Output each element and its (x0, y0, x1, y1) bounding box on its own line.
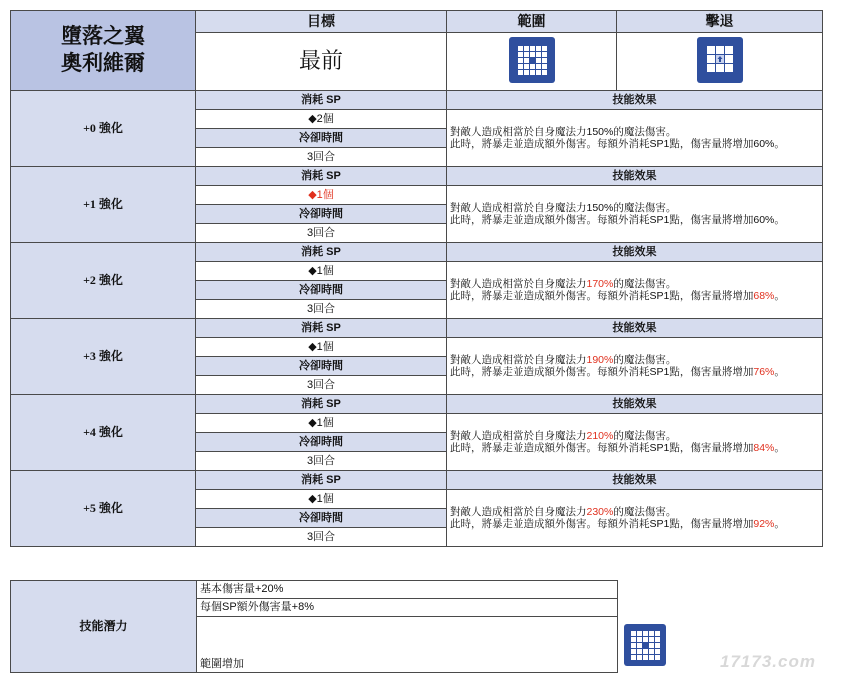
effect-line2-b: 。 (774, 214, 785, 226)
cooldown-header: 冷卻時間 (196, 205, 447, 224)
potential-label: 技能潛力 (11, 581, 197, 673)
effect-text (447, 186, 823, 243)
sp-value: ◆1個 (196, 490, 447, 509)
skill-name-line2: 奧利維爾 (61, 51, 145, 75)
effect-header: 技能效果 (447, 395, 823, 414)
effect-line1-b: 的魔法傷害。 (613, 277, 677, 290)
effect-line2-b: 。 (774, 138, 785, 150)
effect-text (447, 490, 823, 547)
effect-text (447, 338, 823, 395)
knockback-cell (617, 33, 823, 91)
effect-header: 技能效果 (447, 91, 823, 110)
effect-line1-a: 對敵人造成相當於自身魔法力 (450, 505, 587, 518)
potential-item-sp-damage: 每個SP額外傷害量+8% (197, 599, 618, 617)
level-label: +3 強化 (11, 319, 196, 395)
effect-extra-percent: 68% (753, 290, 775, 302)
effect-line1-b: 的魔法傷害。 (613, 201, 677, 214)
effect-line1-a: 對敵人造成相當於自身魔法力 (450, 125, 587, 138)
effect-extra-percent: 92% (753, 518, 775, 530)
cooldown-header: 冷卻時間 (196, 509, 447, 528)
skill-title (11, 11, 196, 91)
effect-damage-percent: 150% (586, 125, 614, 138)
cooldown-value: 3回合 (196, 300, 447, 319)
cooldown-value: 3回合 (196, 528, 447, 547)
sp-header: 消耗 SP (196, 243, 447, 262)
effect-line2-a: 此時，將暴走並造成額外傷害。每額外消耗SP1點，傷害量將增加 (450, 442, 754, 454)
effect-text (447, 414, 823, 471)
cooldown-value: 3回合 (196, 224, 447, 243)
cooldown-header: 冷卻時間 (196, 357, 447, 376)
grid-range-icon (509, 37, 555, 86)
effect-line2-a: 此時，將暴走並造成額外傷害。每額外消耗SP1點，傷害量將增加 (450, 138, 754, 150)
effect-line2-b: 。 (774, 442, 785, 454)
cooldown-value: 3回合 (196, 148, 447, 167)
knockback-header: 擊退 (617, 11, 823, 33)
effect-extra-percent: 60% (753, 138, 775, 150)
cooldown-header: 冷卻時間 (196, 129, 447, 148)
sp-header: 消耗 SP (196, 167, 447, 186)
range-header: 範圍 (447, 11, 617, 33)
effect-header: 技能效果 (447, 471, 823, 490)
effect-line1-a: 對敵人造成相當於自身魔法力 (450, 277, 587, 290)
effect-line1-b: 的魔法傷害。 (613, 429, 677, 442)
effect-header: 技能效果 (447, 319, 823, 338)
level-label: +5 強化 (11, 471, 196, 547)
cooldown-value: 3回合 (196, 452, 447, 471)
effect-line2-a: 此時，將暴走並造成額外傷害。每額外消耗SP1點，傷害量將增加 (450, 366, 754, 378)
potential-item-base-damage: 基本傷害量+20% (197, 581, 618, 599)
effect-line2-a: 此時，將暴走並造成額外傷害。每額外消耗SP1點，傷害量將增加 (450, 518, 754, 530)
level-label: +0 強化 (11, 91, 196, 167)
sp-value: ◆1個 (196, 262, 447, 281)
effect-line1-a: 對敵人造成相當於自身魔法力 (450, 201, 587, 214)
effect-line1-b: 的魔法傷害。 (613, 125, 677, 138)
watermark: 17173.com (720, 652, 816, 671)
effect-damage-percent: 150% (586, 201, 614, 214)
cooldown-header: 冷卻時間 (196, 281, 447, 300)
cooldown-value: 3回合 (196, 376, 447, 395)
effect-extra-percent: 60% (753, 214, 775, 226)
sp-header: 消耗 SP (196, 91, 447, 110)
effect-header: 技能效果 (447, 243, 823, 262)
target-header: 目標 (196, 11, 447, 33)
effect-header: 技能效果 (447, 167, 823, 186)
knockback-arrow-icon (697, 37, 743, 86)
level-label: +4 強化 (11, 395, 196, 471)
skill-potential-table (10, 580, 618, 673)
skill-table (10, 10, 823, 547)
sp-value: ◆2個 (196, 110, 447, 129)
skill-name-line1: 墮落之翼 (61, 25, 145, 49)
effect-line1-a: 對敵人造成相當於自身魔法力 (450, 353, 587, 366)
effect-damage-percent: 210% (586, 429, 614, 442)
effect-line2-b: 。 (774, 290, 785, 302)
effect-damage-percent: 190% (586, 353, 614, 366)
sp-value: ◆1個 (196, 338, 447, 357)
sp-header: 消耗 SP (196, 395, 447, 414)
cooldown-header: 冷卻時間 (196, 433, 447, 452)
potential-item-range: 範圍增加 (197, 617, 618, 673)
effect-line2-a: 此時，將暴走並造成額外傷害。每額外消耗SP1點，傷害量將增加 (450, 290, 754, 302)
effect-text (447, 110, 823, 167)
effect-damage-percent: 230% (586, 505, 614, 518)
effect-line2-b: 。 (774, 366, 785, 378)
level-label: +1 強化 (11, 167, 196, 243)
sp-header: 消耗 SP (196, 471, 447, 490)
effect-line2-a: 此時，將暴走並造成額外傷害。每額外消耗SP1點，傷害量將增加 (450, 214, 754, 226)
grid-range-expanded-icon (624, 624, 666, 671)
sp-value: ◆1個 (196, 186, 447, 205)
target-value: 最前 (196, 33, 447, 91)
effect-extra-percent: 84% (753, 442, 775, 454)
effect-line1-b: 的魔法傷害。 (613, 353, 677, 366)
level-label: +2 強化 (11, 243, 196, 319)
sp-value: ◆1個 (196, 414, 447, 433)
effect-line1-b: 的魔法傷害。 (613, 505, 677, 518)
effect-damage-percent: 170% (586, 277, 614, 290)
effect-text (447, 262, 823, 319)
sp-header: 消耗 SP (196, 319, 447, 338)
effect-extra-percent: 76% (753, 366, 775, 378)
range-cell (447, 33, 617, 91)
effect-line1-a: 對敵人造成相當於自身魔法力 (450, 429, 587, 442)
effect-line2-b: 。 (774, 518, 785, 530)
